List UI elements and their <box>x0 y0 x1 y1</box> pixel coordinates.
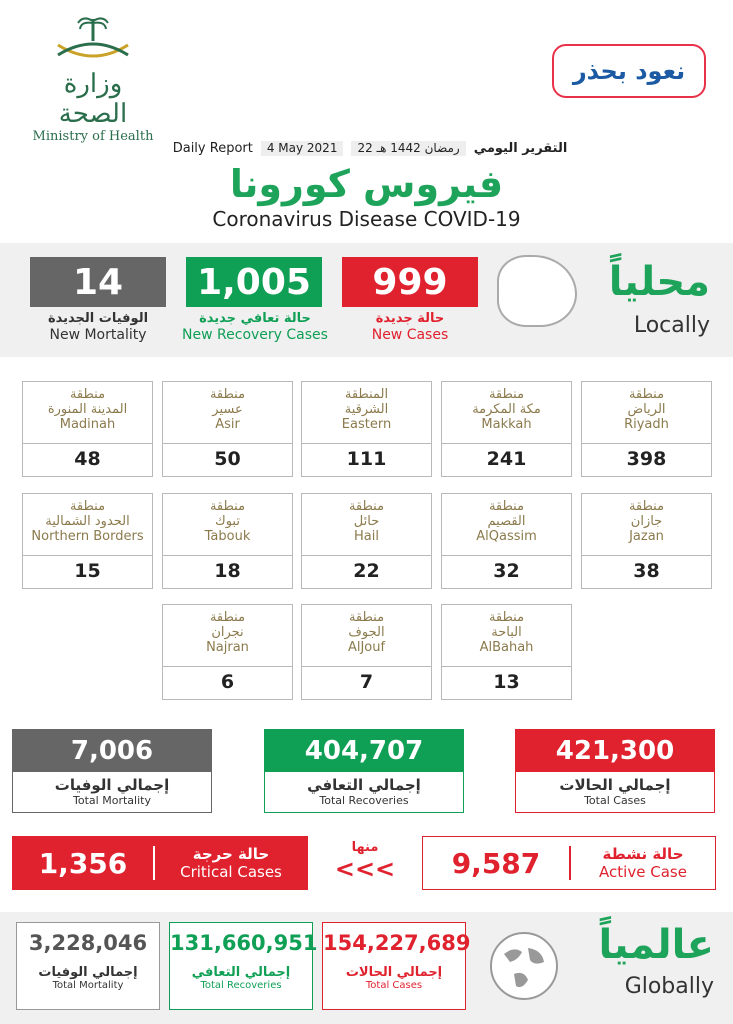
region-label-ar2: القصيم <box>487 514 526 529</box>
total-recoveries-label-ar: إجمالي التعافي <box>307 776 421 794</box>
of-which-label: منها <box>351 840 379 855</box>
region-value: 241 <box>486 448 527 470</box>
total-recoveries-value: 404,707 <box>265 730 463 772</box>
region-label-ar1: منطقة <box>628 499 665 514</box>
region-label-en: Madinah <box>59 417 116 432</box>
region-card <box>22 381 153 477</box>
region-label-ar2: الرياض <box>627 402 666 417</box>
moh-logo <box>28 15 158 144</box>
saudi-map-icon <box>497 255 577 327</box>
region-label-ar2: نجران <box>211 625 244 640</box>
global-title-ar: عالمياً <box>598 922 714 968</box>
region-label-ar2: حائل <box>353 514 380 529</box>
report-en: Daily Report <box>172 141 253 156</box>
region-label-ar1: منطقة <box>628 387 665 402</box>
region-value: 13 <box>493 671 520 693</box>
region-label-ar1: منطقة <box>69 387 106 402</box>
critical-cases-pill <box>12 836 308 890</box>
date-gregorian: 4 May 2021 <box>261 141 344 156</box>
region-label-ar1: منطقة <box>209 387 246 402</box>
region-card <box>581 493 712 589</box>
total-mortality-label-ar: إجمالي الوفيات <box>54 776 170 794</box>
global-mortality-label-ar: إجمالي الوفيات <box>38 965 138 980</box>
region-label <box>23 494 152 556</box>
region-card <box>162 381 293 477</box>
critical-label-en: Critical Cases <box>180 863 282 881</box>
total-mortality-label-en: Total Mortality <box>73 794 151 807</box>
global-recoveries-card <box>169 922 318 1010</box>
total-recoveries-card <box>264 729 464 813</box>
campaign-badge: نعود بحذر <box>552 44 706 98</box>
local-title-ar: محلياً <box>608 259 710 305</box>
total-cases-card <box>515 729 715 813</box>
global-recoveries-label-ar: إجمالي التعافي <box>191 965 291 980</box>
new-recovery-label-en: New Recovery Cases <box>182 327 328 343</box>
region-label-ar2: الباحة <box>491 625 522 640</box>
region-label-ar2: المدينة المنورة <box>47 402 128 417</box>
region-card <box>441 493 572 589</box>
region-label <box>23 382 152 444</box>
title-en: Coronavirus Disease COVID-19 <box>212 207 521 231</box>
region-label-ar1: منطقة <box>69 499 106 514</box>
region-label-en: Makkah <box>481 417 532 432</box>
region-label <box>163 382 292 444</box>
region-value: 38 <box>633 560 660 582</box>
region-value: 32 <box>493 560 520 582</box>
region-label-ar1: منطقة <box>348 610 385 625</box>
active-label-en: Active Case <box>599 863 687 881</box>
total-cases-label-ar: إجمالي الحالات <box>559 776 671 794</box>
region-label-en: Hail <box>354 529 379 544</box>
region-label <box>163 494 292 556</box>
region-label-en: Riyadh <box>624 417 669 432</box>
total-cases-label-en: Total Cases <box>584 794 646 807</box>
region-label-ar1: منطقة <box>488 499 525 514</box>
critical-value: 1,356 <box>38 846 128 880</box>
region-card <box>22 493 153 589</box>
global-title-en: Globally <box>624 974 714 999</box>
region-label-ar2: الحدود الشمالية <box>45 514 130 529</box>
new-cases-label-ar: حالة جديدة <box>375 311 445 326</box>
region-value: 50 <box>214 448 241 470</box>
global-mortality-label-en: Total Mortality <box>52 980 124 991</box>
region-label-ar2: الشرقية <box>344 402 389 417</box>
active-value: 9,587 <box>451 846 541 880</box>
region-card <box>301 493 432 589</box>
region-label-ar1: منطقة <box>348 499 385 514</box>
region-label-ar2: جازان <box>630 514 663 529</box>
region-label <box>302 382 431 444</box>
region-value: 6 <box>220 671 235 693</box>
new-mortality-value: 14 <box>30 257 166 307</box>
of-which <box>330 840 400 883</box>
global-cases-value: 154,227,689 <box>323 931 471 955</box>
region-value: 111 <box>346 448 387 470</box>
region-label <box>582 494 711 556</box>
global-section <box>0 912 733 1024</box>
region-label <box>163 605 292 667</box>
region-label-en: Tabouk <box>204 529 251 544</box>
region-label-en: AlQassim <box>476 529 537 544</box>
total-recoveries-label-en: Total Recoveries <box>319 794 409 807</box>
active-label-ar: حالة نشطة <box>602 845 684 863</box>
global-mortality-value: 3,228,046 <box>28 931 148 955</box>
region-label-en: Eastern <box>341 417 392 432</box>
region-value: 48 <box>74 448 101 470</box>
title-ar: فيروس كورونا <box>229 162 504 206</box>
active-cases-pill <box>422 836 716 890</box>
region-label <box>582 382 711 444</box>
region-value: 18 <box>214 560 241 582</box>
new-recovery-value: 1,005 <box>186 257 322 307</box>
report-ar: التقرير اليومي <box>473 141 568 156</box>
region-value: 7 <box>359 671 374 693</box>
region-card <box>441 381 572 477</box>
region-label-ar1: المنطقة <box>344 387 389 402</box>
total-mortality-card <box>12 729 212 813</box>
arrows-icon: <<< <box>334 855 396 883</box>
local-title-en: Locally <box>633 313 710 338</box>
region-label-ar2: مكة المكرمة <box>472 402 541 417</box>
region-value: 22 <box>353 560 380 582</box>
region-card <box>441 604 572 700</box>
region-label-ar1: منطقة <box>209 499 246 514</box>
new-mortality-label-ar: الوفيات الجديدة <box>47 311 149 326</box>
ministry-name-ar: وزارة الصحة <box>58 69 128 129</box>
new-cases-label-en: New Cases <box>371 327 449 343</box>
region-label-ar1: منطقة <box>488 387 525 402</box>
globe-icon <box>488 930 560 1002</box>
region-label-ar2: الجوف <box>348 625 385 640</box>
region-label-ar1: منطقة <box>209 610 246 625</box>
region-card <box>581 381 712 477</box>
region-value: 15 <box>74 560 101 582</box>
region-label-ar2: عسير <box>212 402 243 417</box>
total-cases-value: 421,300 <box>516 730 714 772</box>
report-date-line <box>160 141 580 156</box>
region-label-en: Najran <box>206 640 249 655</box>
global-recoveries-label-en: Total Recoveries <box>200 980 282 991</box>
region-label-en: Jazan <box>629 529 664 544</box>
region-label <box>442 382 571 444</box>
global-recoveries-value: 131,660,951 <box>170 931 318 955</box>
region-label-en: AlJouf <box>347 640 386 655</box>
region-label <box>442 605 571 667</box>
region-label-en: Northern Borders <box>31 529 144 544</box>
date-hijri: 22 رمضان 1442 هـ <box>351 141 465 156</box>
region-label-ar2: تبوك <box>215 514 240 529</box>
region-card <box>162 493 293 589</box>
palm-swords-icon <box>48 15 138 63</box>
global-mortality-card <box>16 922 160 1010</box>
global-cases-label-ar: إجمالي الحالات <box>345 965 443 980</box>
new-recovery-label-ar: حالة تعافي جديدة <box>199 311 311 326</box>
global-cases-label-en: Total Cases <box>365 980 423 991</box>
region-label-en: AlBahah <box>479 640 534 655</box>
region-card <box>301 381 432 477</box>
ministry-name-en: Ministry of Health <box>32 129 154 144</box>
region-label <box>302 605 431 667</box>
region-card <box>301 604 432 700</box>
region-label <box>302 494 431 556</box>
new-mortality-label-en: New Mortality <box>49 327 147 343</box>
region-label-ar1: منطقة <box>488 610 525 625</box>
new-cases-value: 999 <box>342 257 478 307</box>
region-label <box>442 494 571 556</box>
region-value: 398 <box>626 448 667 470</box>
local-section <box>0 243 733 357</box>
region-card <box>162 604 293 700</box>
total-mortality-value: 7,006 <box>13 730 211 772</box>
critical-label-ar: حالة حرجة <box>192 845 270 863</box>
global-cases-card <box>322 922 471 1010</box>
region-label-en: Asir <box>215 417 240 432</box>
